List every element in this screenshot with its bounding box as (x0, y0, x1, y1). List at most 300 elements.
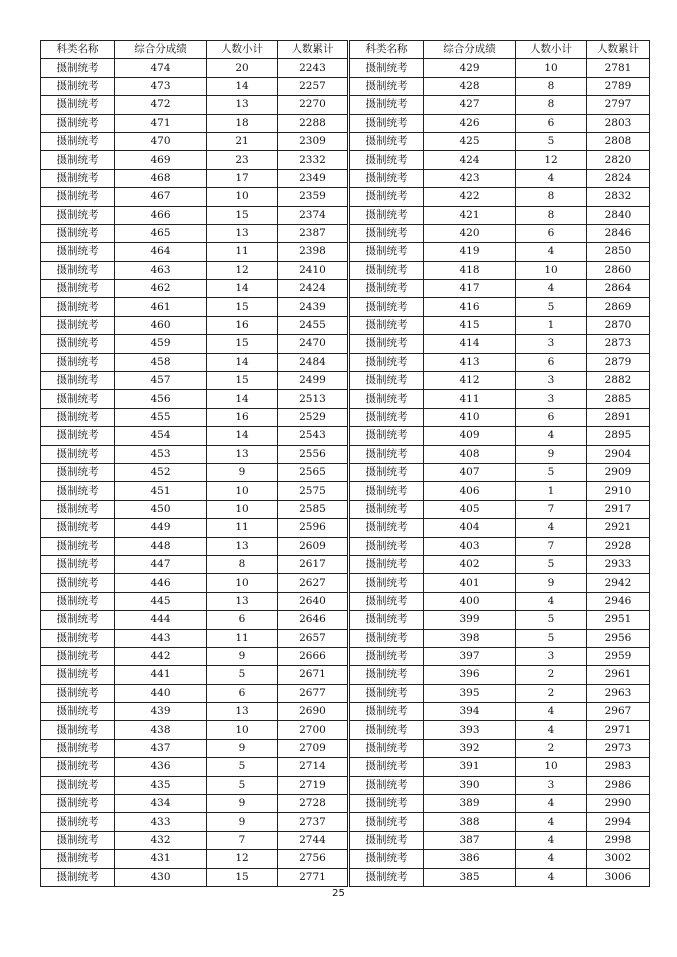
cell-cumulative: 2714 (278, 758, 348, 776)
cell-score: 433 (115, 813, 207, 831)
table-row (41, 776, 348, 794)
cell-cumulative: 2609 (278, 537, 348, 555)
cell-score: 424 (424, 151, 516, 169)
cell-count: 13 (207, 96, 278, 114)
cell-score: 435 (115, 776, 207, 794)
cell-score: 399 (424, 611, 516, 629)
cell-category: 摄制统考 (41, 96, 115, 114)
cell-score: 458 (115, 353, 207, 371)
cell-count: 9 (207, 813, 278, 831)
cell-score: 390 (424, 776, 516, 794)
cell-cumulative: 2820 (587, 151, 650, 169)
table-header-row (41, 41, 348, 59)
cell-category: 摄制统考 (350, 611, 424, 629)
cell-count: 4 (516, 519, 587, 537)
cell-cumulative: 2719 (278, 776, 348, 794)
cell-score: 426 (424, 114, 516, 132)
cell-cumulative: 2808 (587, 132, 650, 150)
cell-cumulative: 2424 (278, 280, 348, 298)
table-row (41, 684, 348, 702)
table-row (41, 868, 348, 886)
cell-score: 405 (424, 500, 516, 518)
cell-category: 摄制统考 (41, 739, 115, 757)
cell-score: 465 (115, 224, 207, 242)
cell-cumulative: 2959 (587, 647, 650, 665)
cell-cumulative: 2956 (587, 629, 650, 647)
cell-category: 摄制统考 (41, 445, 115, 463)
score-table-left (40, 40, 348, 887)
table-row (41, 519, 348, 537)
cell-count: 4 (516, 169, 587, 187)
table-row (350, 666, 650, 684)
table-row (41, 592, 348, 610)
cell-count: 15 (207, 298, 278, 316)
cell-cumulative: 2850 (587, 243, 650, 261)
cell-score: 454 (115, 427, 207, 445)
cell-cumulative: 3006 (587, 868, 650, 886)
cell-score: 407 (424, 463, 516, 481)
cell-cumulative: 2309 (278, 132, 348, 150)
cell-count: 4 (516, 795, 587, 813)
header-category: 科类名称 (350, 41, 424, 59)
cell-count: 10 (207, 482, 278, 500)
cell-category: 摄制统考 (350, 666, 424, 684)
cell-category: 摄制统考 (41, 169, 115, 187)
cell-score: 411 (424, 390, 516, 408)
cell-cumulative: 2499 (278, 372, 348, 390)
table-row (41, 224, 348, 242)
cell-count: 10 (516, 59, 587, 77)
cell-count: 4 (516, 243, 587, 261)
cell-score: 440 (115, 684, 207, 702)
cell-count: 12 (516, 151, 587, 169)
cell-category: 摄制统考 (350, 96, 424, 114)
cell-score: 414 (424, 335, 516, 353)
cell-score: 394 (424, 703, 516, 721)
cell-category: 摄制统考 (350, 408, 424, 426)
cell-category: 摄制统考 (41, 519, 115, 537)
table-row (41, 445, 348, 463)
table-row (350, 519, 650, 537)
cell-category: 摄制统考 (41, 703, 115, 721)
cell-score: 410 (424, 408, 516, 426)
cell-category: 摄制统考 (350, 850, 424, 868)
cell-count: 13 (207, 537, 278, 555)
table-row (41, 169, 348, 187)
cell-score: 396 (424, 666, 516, 684)
table-header-row (350, 41, 650, 59)
table-row (41, 188, 348, 206)
cell-score: 436 (115, 758, 207, 776)
cell-count: 23 (207, 151, 278, 169)
table-row (350, 114, 650, 132)
cell-score: 473 (115, 77, 207, 95)
cell-category: 摄制统考 (350, 114, 424, 132)
cell-score: 438 (115, 721, 207, 739)
cell-score: 398 (424, 629, 516, 647)
cell-score: 443 (115, 629, 207, 647)
cell-category: 摄制统考 (350, 206, 424, 224)
table-row (41, 261, 348, 279)
cell-category: 摄制统考 (350, 703, 424, 721)
table-row (350, 463, 650, 481)
cell-category: 摄制统考 (41, 721, 115, 739)
table-row (41, 739, 348, 757)
cell-category: 摄制统考 (41, 813, 115, 831)
cell-cumulative: 2983 (587, 758, 650, 776)
table-row (41, 114, 348, 132)
cell-cumulative: 2986 (587, 776, 650, 794)
cell-cumulative: 2666 (278, 647, 348, 665)
cell-category: 摄制统考 (350, 463, 424, 481)
cell-count: 3 (516, 390, 587, 408)
cell-category: 摄制统考 (350, 445, 424, 463)
cell-count: 8 (516, 77, 587, 95)
cell-cumulative: 2994 (587, 813, 650, 831)
cell-category: 摄制统考 (350, 372, 424, 390)
cell-cumulative: 2455 (278, 316, 348, 334)
cell-category: 摄制统考 (350, 555, 424, 573)
cell-count: 8 (207, 555, 278, 573)
score-table-right (349, 40, 650, 887)
cell-category: 摄制统考 (41, 188, 115, 206)
cell-count: 5 (516, 298, 587, 316)
cell-cumulative: 2869 (587, 298, 650, 316)
table-row (350, 169, 650, 187)
cell-category: 摄制统考 (350, 77, 424, 95)
table-row (41, 611, 348, 629)
cell-category: 摄制统考 (41, 353, 115, 371)
cell-count: 9 (516, 445, 587, 463)
cell-category: 摄制统考 (350, 813, 424, 831)
cell-count: 15 (207, 372, 278, 390)
cell-score: 403 (424, 537, 516, 555)
header-cumulative: 人数累计 (278, 41, 348, 59)
cell-cumulative: 2771 (278, 868, 348, 886)
cell-score: 456 (115, 390, 207, 408)
table-row (41, 298, 348, 316)
cell-count: 9 (207, 463, 278, 481)
table-row (41, 408, 348, 426)
cell-count: 15 (207, 206, 278, 224)
table-row (350, 427, 650, 445)
cell-count: 14 (207, 427, 278, 445)
table-row (350, 353, 650, 371)
cell-category: 摄制统考 (350, 59, 424, 77)
table-row (350, 224, 650, 242)
cell-cumulative: 2728 (278, 795, 348, 813)
table-row (350, 684, 650, 702)
cell-score: 413 (424, 353, 516, 371)
table-row (350, 151, 650, 169)
cell-cumulative: 2709 (278, 739, 348, 757)
table-row (350, 188, 650, 206)
cell-count: 14 (207, 390, 278, 408)
cell-category: 摄制统考 (350, 427, 424, 445)
table-row (41, 59, 348, 77)
cell-cumulative: 2627 (278, 574, 348, 592)
cell-category: 摄制统考 (350, 795, 424, 813)
cell-count: 5 (516, 611, 587, 629)
cell-category: 摄制统考 (41, 592, 115, 610)
table-row (350, 555, 650, 573)
cell-cumulative: 2942 (587, 574, 650, 592)
cell-cumulative: 2565 (278, 463, 348, 481)
cell-category: 摄制统考 (41, 831, 115, 849)
cell-score: 469 (115, 151, 207, 169)
table-row (41, 813, 348, 831)
cell-count: 10 (516, 261, 587, 279)
cell-count: 14 (207, 353, 278, 371)
cell-score: 385 (424, 868, 516, 886)
cell-cumulative: 2700 (278, 721, 348, 739)
cell-cumulative: 2646 (278, 611, 348, 629)
cell-category: 摄制统考 (350, 390, 424, 408)
cell-cumulative: 2556 (278, 445, 348, 463)
cell-cumulative: 2410 (278, 261, 348, 279)
cell-score: 420 (424, 224, 516, 242)
cell-category: 摄制统考 (350, 224, 424, 242)
cell-score: 445 (115, 592, 207, 610)
cell-category: 摄制统考 (350, 776, 424, 794)
cell-cumulative: 2860 (587, 261, 650, 279)
cell-count: 15 (207, 868, 278, 886)
cell-category: 摄制统考 (41, 776, 115, 794)
cell-score: 437 (115, 739, 207, 757)
cell-category: 摄制统考 (41, 647, 115, 665)
cell-score: 468 (115, 169, 207, 187)
cell-count: 11 (207, 243, 278, 261)
cell-score: 459 (115, 335, 207, 353)
cell-count: 11 (207, 629, 278, 647)
table-row (41, 647, 348, 665)
cell-count: 6 (516, 224, 587, 242)
cell-cumulative: 2617 (278, 555, 348, 573)
table-row (350, 77, 650, 95)
cell-count: 5 (207, 666, 278, 684)
cell-cumulative: 2951 (587, 611, 650, 629)
cell-count: 5 (207, 776, 278, 794)
cell-category: 摄制统考 (41, 390, 115, 408)
cell-cumulative: 2789 (587, 77, 650, 95)
cell-category: 摄制统考 (350, 684, 424, 702)
cell-cumulative: 2870 (587, 316, 650, 334)
cell-cumulative: 2946 (587, 592, 650, 610)
table-row (41, 500, 348, 518)
cell-cumulative: 2332 (278, 151, 348, 169)
table-row (350, 298, 650, 316)
cell-cumulative: 2257 (278, 77, 348, 95)
cell-category: 摄制统考 (350, 721, 424, 739)
cell-score: 422 (424, 188, 516, 206)
cell-count: 3 (516, 776, 587, 794)
cell-score: 415 (424, 316, 516, 334)
cell-cumulative: 2990 (587, 795, 650, 813)
cell-category: 摄制统考 (350, 831, 424, 849)
cell-cumulative: 2677 (278, 684, 348, 702)
cell-count: 4 (516, 592, 587, 610)
cell-count: 1 (516, 316, 587, 334)
cell-count: 4 (516, 868, 587, 886)
cell-score: 430 (115, 868, 207, 886)
table-row (350, 59, 650, 77)
cell-count: 4 (516, 703, 587, 721)
cell-score: 392 (424, 739, 516, 757)
cell-count: 5 (516, 463, 587, 481)
cell-count: 2 (516, 684, 587, 702)
cell-cumulative: 2998 (587, 831, 650, 849)
cell-count: 7 (516, 537, 587, 555)
cell-count: 14 (207, 280, 278, 298)
cell-cumulative: 2288 (278, 114, 348, 132)
cell-cumulative: 2781 (587, 59, 650, 77)
cell-cumulative: 2513 (278, 390, 348, 408)
cell-category: 摄制统考 (350, 261, 424, 279)
cell-cumulative: 2971 (587, 721, 650, 739)
cell-cumulative: 2529 (278, 408, 348, 426)
cell-score: 470 (115, 132, 207, 150)
cell-score: 429 (424, 59, 516, 77)
cell-cumulative: 2270 (278, 96, 348, 114)
table-row (41, 77, 348, 95)
table-row (350, 776, 650, 794)
cell-count: 8 (516, 96, 587, 114)
cell-cumulative: 2961 (587, 666, 650, 684)
cell-category: 摄制统考 (350, 169, 424, 187)
cell-score: 474 (115, 59, 207, 77)
cell-category: 摄制统考 (41, 280, 115, 298)
cell-count: 17 (207, 169, 278, 187)
cell-cumulative: 2744 (278, 831, 348, 849)
cell-count: 9 (207, 739, 278, 757)
cell-score: 450 (115, 500, 207, 518)
cell-count: 16 (207, 316, 278, 334)
cell-category: 摄制统考 (41, 77, 115, 95)
cell-count: 12 (207, 850, 278, 868)
cell-score: 401 (424, 574, 516, 592)
cell-count: 13 (207, 224, 278, 242)
table-row (41, 335, 348, 353)
cell-score: 406 (424, 482, 516, 500)
table-row (350, 408, 650, 426)
cell-category: 摄制统考 (41, 868, 115, 886)
cell-score: 451 (115, 482, 207, 500)
cell-score: 423 (424, 169, 516, 187)
cell-category: 摄制统考 (350, 574, 424, 592)
cell-score: 417 (424, 280, 516, 298)
table-row (41, 353, 348, 371)
table-row (41, 372, 348, 390)
cell-score: 467 (115, 188, 207, 206)
table-row (350, 868, 650, 886)
cell-category: 摄制统考 (350, 537, 424, 555)
table-row (350, 280, 650, 298)
cell-category: 摄制统考 (41, 684, 115, 702)
cell-category: 摄制统考 (41, 611, 115, 629)
table-row (350, 261, 650, 279)
table-row (350, 482, 650, 500)
cell-score: 463 (115, 261, 207, 279)
cell-score: 446 (115, 574, 207, 592)
cell-category: 摄制统考 (41, 574, 115, 592)
cell-count: 21 (207, 132, 278, 150)
cell-score: 457 (115, 372, 207, 390)
cell-score: 466 (115, 206, 207, 224)
cell-cumulative: 2891 (587, 408, 650, 426)
header-count: 人数小计 (207, 41, 278, 59)
cell-cumulative: 2879 (587, 353, 650, 371)
table-row (350, 537, 650, 555)
cell-cumulative: 2840 (587, 206, 650, 224)
cell-count: 6 (516, 114, 587, 132)
cell-category: 摄制统考 (41, 372, 115, 390)
cell-count: 10 (207, 500, 278, 518)
cell-count: 3 (516, 647, 587, 665)
cell-count: 4 (516, 427, 587, 445)
table-row (350, 390, 650, 408)
cell-score: 431 (115, 850, 207, 868)
header-score: 综合分成绩 (115, 41, 207, 59)
table-row (41, 96, 348, 114)
cell-category: 摄制统考 (41, 795, 115, 813)
cell-score: 419 (424, 243, 516, 261)
cell-category: 摄制统考 (41, 151, 115, 169)
cell-score: 453 (115, 445, 207, 463)
cell-count: 10 (207, 574, 278, 592)
cell-count: 3 (516, 372, 587, 390)
cell-count: 9 (516, 574, 587, 592)
cell-score: 461 (115, 298, 207, 316)
cell-count: 13 (207, 592, 278, 610)
table-row (41, 390, 348, 408)
table-row (41, 132, 348, 150)
table-row (41, 151, 348, 169)
cell-count: 4 (516, 813, 587, 831)
cell-category: 摄制统考 (350, 353, 424, 371)
cell-count: 3 (516, 335, 587, 353)
table-row (41, 850, 348, 868)
cell-category: 摄制统考 (41, 132, 115, 150)
cell-category: 摄制统考 (41, 298, 115, 316)
cell-category: 摄制统考 (41, 243, 115, 261)
cell-score: 412 (424, 372, 516, 390)
cell-cumulative: 2967 (587, 703, 650, 721)
header-category: 科类名称 (41, 41, 115, 59)
cell-score: 409 (424, 427, 516, 445)
cell-category: 摄制统考 (350, 151, 424, 169)
cell-count: 13 (207, 445, 278, 463)
cell-cumulative: 2910 (587, 482, 650, 500)
table-row (350, 721, 650, 739)
cell-cumulative: 2873 (587, 335, 650, 353)
cell-score: 425 (424, 132, 516, 150)
cell-cumulative: 2640 (278, 592, 348, 610)
cell-category: 摄制统考 (41, 555, 115, 573)
cell-count: 20 (207, 59, 278, 77)
cell-category: 摄制统考 (350, 482, 424, 500)
table-row (350, 206, 650, 224)
cell-score: 452 (115, 463, 207, 481)
table-row (350, 372, 650, 390)
table-row (41, 574, 348, 592)
table-row (41, 463, 348, 481)
cell-count: 11 (207, 519, 278, 537)
cell-cumulative: 2756 (278, 850, 348, 868)
cell-category: 摄制统考 (350, 500, 424, 518)
cell-cumulative: 2657 (278, 629, 348, 647)
cell-category: 摄制统考 (350, 243, 424, 261)
cell-category: 摄制统考 (41, 463, 115, 481)
